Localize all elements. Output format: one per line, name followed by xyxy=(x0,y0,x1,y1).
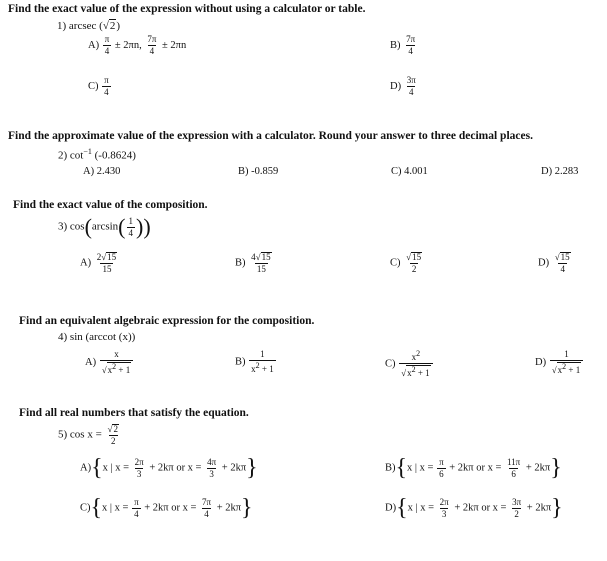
fraction: $\frac{x2}{√x2 + 1}$ xyxy=(399,350,433,378)
superscript: −1 xyxy=(83,147,92,156)
set-var: x xyxy=(102,502,108,514)
eq-text: + 2kπ xyxy=(526,502,552,514)
eq-text: x = xyxy=(114,502,129,514)
choice-label: B) xyxy=(235,356,246,368)
fraction: $\frac{1}{x2 + 1}$ xyxy=(251,349,274,374)
fraction: $\frac{1}{√x2 + 1}$ xyxy=(550,350,584,375)
fraction: $\frac{2√15}{15}$ xyxy=(96,252,117,274)
set-var: x xyxy=(102,462,108,474)
right-brace: } xyxy=(550,455,562,481)
choice-label: D) xyxy=(538,257,550,269)
q3-choice-d[interactable] xyxy=(538,252,574,274)
q2-choice-b[interactable]: B) -0.859 xyxy=(238,166,279,177)
q4-choice-d[interactable] xyxy=(535,350,584,375)
set-bar: | xyxy=(109,502,113,514)
set-bar: | xyxy=(415,502,418,514)
fraction: $\frac{\pi}{6}$ xyxy=(439,456,444,479)
section-heading-3: Find the exact value of the composition. xyxy=(13,199,208,211)
section-heading-5: Find all real numbers that satisfy the equation. xyxy=(19,407,249,419)
eq-text: + 2kπ xyxy=(449,462,474,474)
choice-label: D) xyxy=(385,502,397,514)
choice-label: B) xyxy=(235,257,246,269)
choice-label: C) xyxy=(80,502,91,514)
q4-choice-c[interactable] xyxy=(385,350,434,378)
q2-choice-c[interactable]: C) 4.001 xyxy=(391,166,428,177)
fraction: $\frac{4\pi}{3}$ xyxy=(207,456,217,479)
q2-choice-a[interactable]: A) 2.430 xyxy=(83,166,121,177)
choice-text: ± 2πn xyxy=(162,39,187,51)
fraction: $\frac{\pi}{4}$ xyxy=(104,75,109,97)
fraction: $\frac{√15}{4}$ xyxy=(554,252,570,274)
left-paren: ( xyxy=(118,214,126,239)
choice-label: A) xyxy=(85,356,97,368)
fraction: $\frac{2\pi}{3}$ xyxy=(439,496,449,519)
eq-text: + 2kπ xyxy=(144,502,169,514)
choice-label: A) xyxy=(88,39,100,51)
fraction: $\frac{11\pi}{6}$ xyxy=(507,456,521,479)
right-paren: ) xyxy=(136,214,144,239)
set-bar: | xyxy=(110,462,113,474)
eq-text: + 2kπ xyxy=(149,462,174,474)
eq-text: or x = xyxy=(481,502,507,514)
question-4-prompt: 4) sin (arccot (x)) xyxy=(58,331,136,343)
question-1-prompt: 1) arcsec (√2) xyxy=(57,20,121,32)
set-bar: | xyxy=(414,462,418,474)
q1-choice-d[interactable] xyxy=(390,76,419,97)
fraction: $\frac{x}{√x2 + 1}$ xyxy=(100,350,134,375)
choice-label: C) xyxy=(88,80,99,92)
q1-choice-a[interactable] xyxy=(88,35,186,56)
left-brace: { xyxy=(396,495,408,521)
fraction: $\frac{7\pi}{4}$ xyxy=(406,34,416,56)
left-brace: { xyxy=(395,455,408,481)
q3-choice-c[interactable] xyxy=(390,252,425,274)
q5-choice-c[interactable] xyxy=(80,496,253,520)
q5-choice-b[interactable] xyxy=(385,456,562,480)
left-brace: { xyxy=(90,495,103,521)
fraction: $\frac{√15}{2}$ xyxy=(406,252,422,274)
fraction: $\frac{\pi}{4}$ xyxy=(104,34,110,56)
question-5-prompt xyxy=(58,424,122,446)
section-heading-2: Find the approximate value of the expression with a calculator. Round your answer to three decimal places. xyxy=(8,130,533,142)
choice-label: A) xyxy=(80,462,92,474)
set-var: x xyxy=(407,502,413,514)
fraction: $\frac{3\pi}{4}$ xyxy=(406,75,416,97)
right-brace: } xyxy=(551,495,563,521)
section-heading-1: Find the exact value of the expression without using a calculator or table. xyxy=(8,3,366,15)
question-1-text: 1) arcsec xyxy=(57,20,97,32)
question-2-arg: (-0.8624) xyxy=(91,149,136,162)
q4-choice-a[interactable] xyxy=(85,350,134,375)
choice-label: B) xyxy=(390,39,401,51)
choice-label: B) xyxy=(385,462,396,474)
q1-choice-c[interactable] xyxy=(88,76,112,97)
eq-text: + 2kπ xyxy=(454,502,479,514)
fraction: $\frac{√2}{2}$ xyxy=(107,424,118,446)
q5-choice-d[interactable] xyxy=(385,496,563,520)
left-brace: { xyxy=(91,455,103,481)
eq-text: + 2kπ xyxy=(525,462,551,474)
fraction: $\frac{3\pi}{2}$ xyxy=(512,496,522,519)
q5-choice-a[interactable] xyxy=(80,456,258,480)
question-2-prompt xyxy=(58,147,136,162)
left-paren: ( xyxy=(84,214,92,239)
eq-text: or x = xyxy=(171,502,197,514)
q3-choice-a[interactable] xyxy=(80,252,120,274)
q4-choice-b[interactable] xyxy=(235,350,277,374)
question-5-text: 5) cos x = xyxy=(58,428,102,441)
fraction: $\frac{2\pi}{3}$ xyxy=(134,456,144,479)
fraction: $\frac{\pi}{4}$ xyxy=(134,496,139,519)
section-heading-4: Find an equivalent algebraic expression for the composition. xyxy=(19,315,315,327)
question-2-text: 2) cot xyxy=(58,149,84,162)
q1-choice-b[interactable] xyxy=(390,35,418,56)
question-3-text: 3) cos xyxy=(58,220,85,233)
fraction: $\frac{7\pi}{4}$ xyxy=(202,496,212,519)
eq-text: or x = xyxy=(476,462,502,474)
eq-text: x = xyxy=(419,462,434,474)
eq-text: + 2kπ xyxy=(221,462,247,474)
question-3-prompt xyxy=(58,216,151,238)
right-brace: } xyxy=(246,455,258,481)
eq-text: x = xyxy=(115,462,130,474)
right-brace: } xyxy=(241,495,253,521)
choice-text: ± 2πn, xyxy=(114,39,142,51)
q2-choice-d[interactable]: D) 2.283 xyxy=(541,166,579,177)
function-name: arcsin xyxy=(91,220,119,233)
q3-choice-b[interactable] xyxy=(235,252,275,274)
eq-text: x = xyxy=(420,502,435,514)
right-paren: ) xyxy=(143,214,151,239)
fraction: $\frac{4√15}{15}$ xyxy=(251,252,271,274)
choice-label: C) xyxy=(390,257,401,269)
fraction: $\frac{7\pi}{4}$ xyxy=(147,34,157,56)
choice-label: C) xyxy=(385,358,396,370)
eq-text: + 2kπ xyxy=(216,502,242,514)
set-var: x xyxy=(407,462,413,474)
question-1-arg: 2 xyxy=(109,20,116,32)
eq-text: or x = xyxy=(176,462,202,474)
choice-label: D) xyxy=(390,80,402,92)
fraction: $\frac{1}{4}$ xyxy=(128,215,133,238)
choice-label: D) xyxy=(535,356,547,368)
choice-label: A) xyxy=(80,257,92,269)
